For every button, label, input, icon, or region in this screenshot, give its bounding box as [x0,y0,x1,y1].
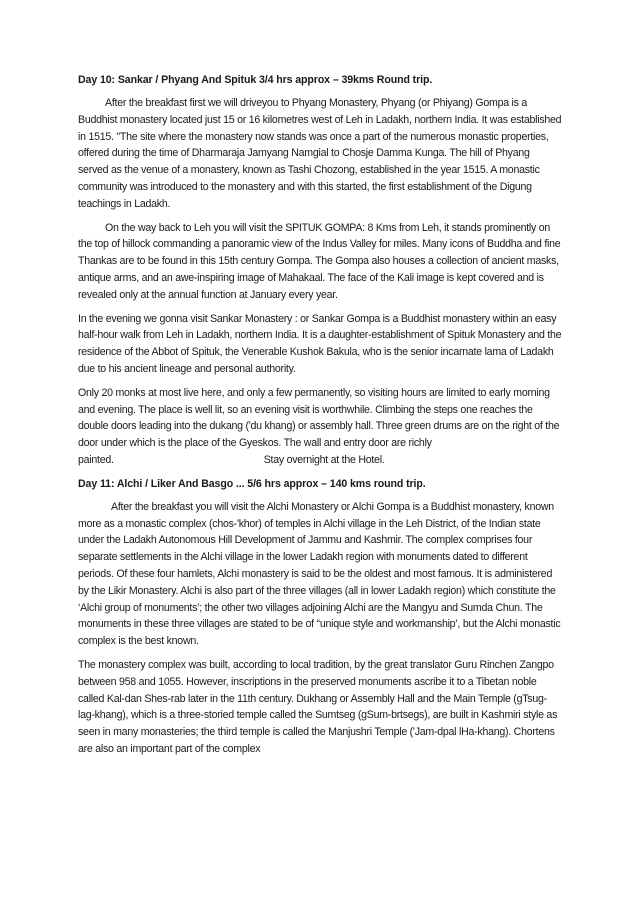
day11-heading: Day 11: Alchi / Liker And Basgo ... 5/6 hrs approx – 140 kms round trip. [78,477,426,490]
day10-stay-note: Stay overnight at the Hotel. [263,453,385,466]
day11-alchi-paragraph: After the breakfast you will visit the Alchi Monastery or Alchi Gompa is a Buddhist monastery, known more as a monastic complex (chos-'khor) of temples in Alchi village in the Leh District, of the Indian state under the Ladakh Autonomous Hill Development of Jammu and Kashmir. The complex comprises four separate settlements in the Alchi village in the lower Ladakh region with monuments dated to different periods. Of these four hamlets, Alchi monastery is said to be the oldest and most famous. It is administered by the Likir Monastery. Alchi is also part of the three villages (all in lower Ladakh region) which constitute the ‘Alchi group of monuments’; the other two villages adjoining Alchi are the Mangyu and Sumda Chun. The monuments in these three villages are stated to be of “unique style and workmanship’, but the Alchi monastic complex is the best known. [78,500,561,648]
day10-monks-text: Only 20 monks at most live here, and only a few permanently, so visiting hours are limited to early morning and evening. The place is well lit, so an evening visit is worthwhile. Climbing the steps one reaches the double doors leading into the dukang ('du khang) or assembly hall. Three green drums are on the right of the door under which is the place of the Gyeskos. The wall and entry door are richly painted. [78,386,560,466]
day10-monks-paragraph [78,385,562,469]
day10-sankar-paragraph: In the evening we gonna visit Sankar Monastery : or Sankar Gompa is a Buddhist monastery within an easy half-hour walk from Leh in Ladakh, northern India. It is a daughter-establishment of Spituk Monastery and the residence of the Abbot of Spituk, the Venerable Kushok Bakula, who is the senior incarnate lama of Ladakh due to his ancient lineage and personal authority. [78,312,562,375]
day11-complex-paragraph: The monastery complex was built, according to local tradition, by the great translator Guru Rinchen Zangpo between 958 and 1055. However, inscriptions in the preserved monuments ascribe it to a Tibetan noble called Kal-dan Shes-rab later in the 11th century. Dukhang or Assembly Hall and the Main Temple (gTsug-lag-khang), which is a three-storied temple called the Sumtseg (gSum-brtsegs), are built in Kashmiri style as seen in many monasteries; the third temple is called the Manjushri Temple ('Jam-dpal lHa-khang). Chortens are also an important part of the complex [78,658,558,755]
itinerary-page [78,72,562,765]
day10-spituk-paragraph: On the way back to Leh you will visit the SPITUK GOMPA: 8 Kms from Leh, it stands prominently on the top of hillock commanding a panoramic view of the Indus Valley for miles. Many icons of Buddha and fine Thankas are to be found in this 15th century Gompa. The Gompa also houses a collection of ancient masks, antique arms, and an awe-inspiring image of Mahakaal. The face of the Kali image is kept covered and is revealed only at the annual function at January every year. [78,221,561,301]
day10-phyang-paragraph: After the breakfast first we will driveyou to Phyang Monastery, Phyang (or Phiyang) Gompa is a Buddhist monastery located just 15 or 16 kilometres west of Leh in Ladakh, northern India. It was established in 1515. "The site where the monastery now stands was once a part of the numerous monastic properties, offered during the time of Dharmaraja Jamyang Namgial to Chosje Damma Kunga. The hill of Phyang served as the venue of a monastery, known as Tashi Chozong, established in the year 1515. A monastic community was introduced to the monastery and with this started, the first establishment of the Digung teachings in Ladakh. [78,97,562,210]
day10-heading: Day 10: Sankar / Phyang And Spituk 3/4 hrs approx – 39kms Round trip. [78,74,433,86]
